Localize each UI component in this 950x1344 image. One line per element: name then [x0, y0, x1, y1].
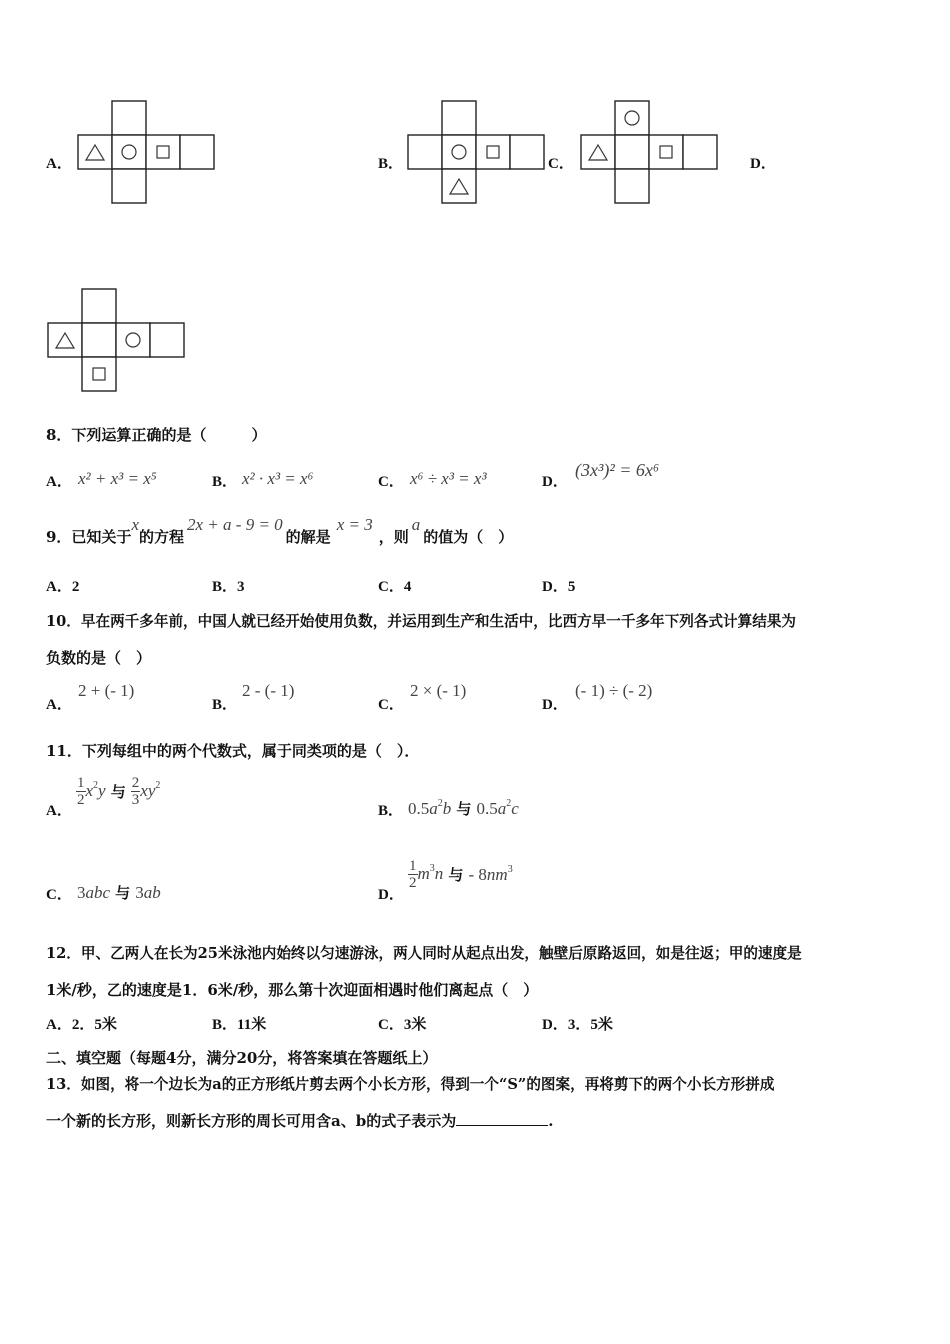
q8-option-c-expr: x⁶ ÷ x³ = x³	[410, 469, 487, 488]
q9-option-b: B．3	[212, 579, 245, 595]
q8-option-b-expr: x² · x³ = x⁶	[242, 469, 314, 488]
q9-option-d: D．5	[542, 579, 576, 595]
section-title-fill-in: 二、填空题（每题4分，满分20分，将答案填在答题纸上）	[46, 1049, 438, 1067]
q12-option-b: B．11米	[212, 1017, 267, 1033]
q10-option-d-expr: (- 1) ÷ (- 2)	[575, 681, 653, 700]
q9-var-a: a	[411, 515, 421, 534]
q7-option-c-net	[581, 101, 721, 207]
q7-option-c-label: C．	[548, 156, 574, 172]
q11-option-a-label: A．	[46, 803, 72, 819]
q9-solution: x = 3	[336, 515, 373, 534]
q11-option-c-label: C．	[46, 887, 72, 903]
q10-option-c-expr: 2 × (- 1)	[410, 681, 467, 700]
q8-option-b-label: B．	[212, 474, 238, 490]
q8-option-a-expr: x² + x³ = x⁵	[78, 469, 157, 488]
q9-text-4: ，则	[378, 528, 409, 546]
q9-option-c: C．4	[378, 579, 412, 595]
q12-option-d: D．3．5米	[542, 1017, 613, 1033]
q11-option-d-expr: $\frac{1}{2}$ $m^3n$ 与 - $8nm^3$	[409, 858, 513, 891]
q9-text-5: 的值为（ ）	[423, 528, 514, 546]
q10-option-b-expr: 2 - (- 1)	[242, 681, 295, 700]
q7-option-a-net	[78, 101, 218, 207]
q13-stem-line-2: 一个新的长方形，则新长方形的周长可用含a、b的式子表示为 .	[46, 1112, 554, 1130]
q7-option-d-label: D．	[750, 156, 776, 172]
q11-option-c-expr: 3abc 与 3ab	[77, 883, 161, 902]
q10-option-a-expr: 2 + (- 1)	[78, 681, 135, 700]
q12-option-c: C．3米	[378, 1017, 427, 1033]
q10-stem-line-2: 负数的是（ ）	[46, 649, 152, 667]
q7-option-a-label: A．	[46, 156, 72, 172]
q11-option-b-label: B．	[378, 803, 404, 819]
q12-option-a: A．2．5米	[46, 1017, 117, 1033]
q8-option-a-label: A．	[46, 474, 72, 490]
q13-answer-blank[interactable]	[456, 1111, 548, 1126]
q7-option-b-label: B．	[378, 156, 404, 172]
q9-text-2: 的方程	[139, 528, 185, 546]
q12-stem-line-1: 12．甲、乙两人在长为25米泳池内始终以匀速游泳，两人同时从起点出发，触壁后原路返回，如是往返；甲的速度是	[46, 945, 802, 962]
q10-option-a-label: A．	[46, 697, 72, 713]
q13-stem-line-1: 13．如图，将一个边长为a的正方形纸片剪去两个小长方形，得到一个“S”的图案，再将剪下的两个小长方形拼成	[46, 1076, 775, 1093]
q11-option-a-expr: $\frac{1}{2}$ $x^2y$ 与 $\frac{2}{3}$ $xy^2$	[77, 775, 161, 808]
q12-stem-line-2: 1米/秒，乙的速度是1．6米/秒，那么第十次迎面相遇时他们离起点（ ）	[46, 981, 539, 999]
q10-option-c-label: C．	[378, 697, 404, 713]
q11-option-d-label: D．	[378, 887, 404, 903]
q8-option-c-label: C．	[378, 474, 404, 490]
q8-stem: 8．下列运算正确的是（ ）	[46, 426, 267, 444]
q11-stem: 11．下列每组中的两个代数式，属于同类项的是（ ）．	[46, 742, 420, 760]
q9-text-3: 的解是	[285, 528, 331, 546]
q10-option-d-label: D．	[542, 697, 568, 713]
q8-option-d-label: D．	[542, 474, 568, 490]
q9-var-x: x	[131, 515, 139, 534]
q9-text-1: 9．已知关于	[46, 528, 132, 546]
q10-stem-line-1: 10．早在两千多年前，中国人就已经开始使用负数，并运用到生产和生活中，比西方早一千多年下列各式计算结果为	[46, 613, 797, 630]
q7-option-b-net	[408, 101, 548, 207]
q9-stem	[46, 514, 513, 550]
q10-option-b-label: B．	[212, 697, 238, 713]
q9-equation: 2x + a - 9 = 0	[187, 515, 283, 534]
q7-option-d-net	[48, 289, 188, 395]
q11-option-b-expr: $0.5a^2b$ 与 $0.5a^2c$	[408, 798, 519, 818]
q11-connector: 与	[110, 783, 126, 801]
q9-option-a: A．2	[46, 579, 80, 595]
q8-option-d-expr: (3x³)² = 6x⁶	[575, 460, 660, 480]
